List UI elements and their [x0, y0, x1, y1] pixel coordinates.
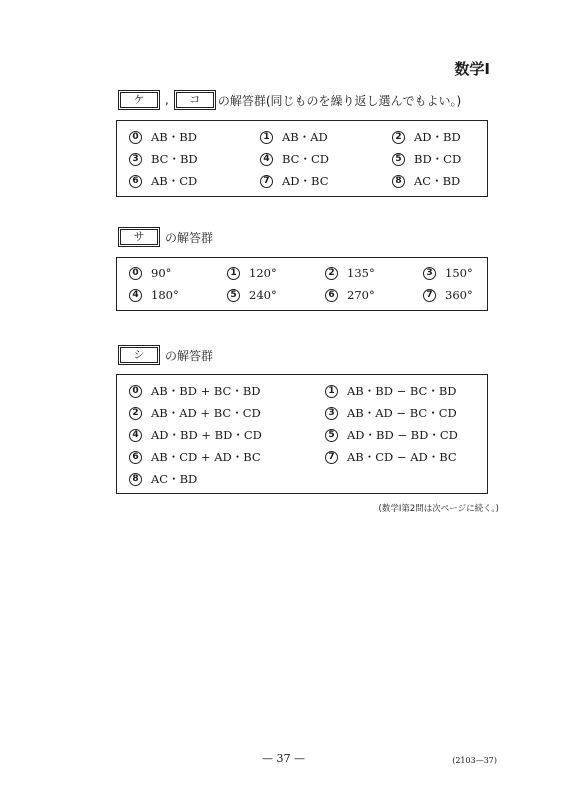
answer-blank-ke: ケ: [118, 90, 160, 110]
choice-2: [129, 405, 261, 421]
choice-number-icon: 1: [227, 267, 240, 280]
choice-text: 120°: [249, 266, 277, 280]
choice-text: AD・BD − BD・CD: [347, 428, 458, 442]
choice-number-icon: 2: [325, 267, 338, 280]
answer-choices-box-shi: [116, 374, 488, 494]
choice-number-icon: 3: [325, 407, 338, 420]
choice-number-icon: 7: [423, 289, 436, 302]
choice-number-icon: 1: [260, 131, 273, 144]
choice-text: AB・CD: [151, 174, 198, 188]
choice-3: [129, 151, 198, 167]
choice-text: 240°: [249, 288, 277, 302]
choice-4: [260, 151, 329, 167]
choice-number-icon: 6: [129, 451, 142, 464]
answer-blank-sa: サ: [118, 227, 160, 247]
section-heading-ke-ko: [118, 90, 461, 110]
choice-4: [129, 427, 262, 443]
choice-text: BC・CD: [282, 152, 329, 166]
choice-8: [392, 173, 460, 189]
choice-2: [392, 129, 461, 145]
subject-title: 数学Ⅰ: [454, 60, 490, 78]
choice-text: AB・BD: [151, 130, 197, 144]
choice-6: [325, 288, 375, 302]
choice-number-icon: 5: [325, 429, 338, 442]
choice-text: 150°: [445, 266, 473, 280]
choice-text: AD・BD: [414, 130, 461, 144]
choice-3: [325, 405, 457, 421]
choice-text: 360°: [445, 288, 473, 302]
choice-1: [260, 129, 328, 145]
choice-0: [129, 129, 197, 145]
choice-0: [129, 383, 261, 399]
choice-number-icon: 3: [423, 267, 436, 280]
choice-number-icon: 7: [260, 175, 273, 188]
choice-text: AC・BD: [414, 174, 461, 188]
answer-choices-box-ke-ko: [116, 120, 488, 197]
choice-number-icon: 1: [325, 385, 338, 398]
heading-text: の解答群: [165, 348, 214, 363]
choice-7: [325, 449, 457, 465]
choice-number-icon: 4: [260, 153, 273, 166]
choice-6: [129, 449, 261, 465]
section-heading-shi: [118, 345, 213, 365]
page-number: — 37 —: [262, 752, 305, 765]
choice-number-icon: 4: [129, 289, 142, 302]
answer-choices-box-sa: [116, 257, 488, 311]
choice-number-icon: 5: [227, 289, 240, 302]
choice-number-icon: 2: [392, 131, 405, 144]
choice-number-icon: 6: [325, 289, 338, 302]
choice-text: 135°: [347, 266, 375, 280]
choice-number-icon: 5: [392, 153, 405, 166]
choice-text: AB・AD − BC・CD: [347, 406, 457, 420]
choice-text: AB・BD + BC・BD: [151, 384, 261, 398]
choice-text: AB・CD + AD・BC: [151, 450, 261, 464]
page-code: (2103—37): [452, 756, 497, 765]
choice-text: 90°: [151, 266, 172, 280]
choice-5: [325, 427, 458, 443]
choice-text: AB・CD − AD・BC: [347, 450, 457, 464]
choice-5: [392, 151, 461, 167]
choice-text: AB・AD: [282, 130, 328, 144]
continuation-note: (数学Ⅰ第2問は次ページに続く。): [378, 504, 499, 514]
choice-number-icon: 8: [392, 175, 405, 188]
choice-number-icon: 3: [129, 153, 142, 166]
choice-8: [129, 471, 197, 487]
choice-text: 180°: [151, 288, 179, 302]
choice-text: 270°: [347, 288, 375, 302]
choice-text: AC・BD: [151, 472, 198, 486]
choice-0: [129, 266, 171, 280]
choice-3: [423, 266, 473, 280]
choice-text: AD・BD + BD・CD: [151, 428, 262, 442]
choice-text: BD・CD: [414, 152, 462, 166]
choice-number-icon: 2: [129, 407, 142, 420]
choice-number-icon: 8: [129, 473, 142, 486]
choice-4: [129, 288, 179, 302]
choice-6: [129, 173, 197, 189]
choice-number-icon: 4: [129, 429, 142, 442]
section-heading-sa: [118, 227, 213, 247]
choice-number-icon: 0: [129, 267, 142, 280]
heading-text: の解答群(同じものを繰り返し選んでもよい。): [217, 93, 462, 108]
answer-blank-ko: コ: [174, 90, 216, 110]
choice-text: AD・BC: [282, 174, 329, 188]
choice-1: [325, 383, 457, 399]
choice-7: [260, 173, 329, 189]
choice-5: [227, 288, 277, 302]
choice-number-icon: 6: [129, 175, 142, 188]
choice-text: AB・BD − BC・BD: [347, 384, 457, 398]
choice-text: AB・AD + BC・CD: [151, 406, 261, 420]
choice-number-icon: 0: [129, 131, 142, 144]
choice-text: BC・BD: [151, 152, 198, 166]
choice-number-icon: 0: [129, 385, 142, 398]
heading-text: の解答群: [165, 230, 214, 245]
answer-blank-shi: シ: [118, 345, 160, 365]
choice-number-icon: 7: [325, 451, 338, 464]
choice-7: [423, 288, 473, 302]
choice-1: [227, 266, 277, 280]
choice-2: [325, 266, 375, 280]
blank-separator: ,: [165, 93, 169, 107]
